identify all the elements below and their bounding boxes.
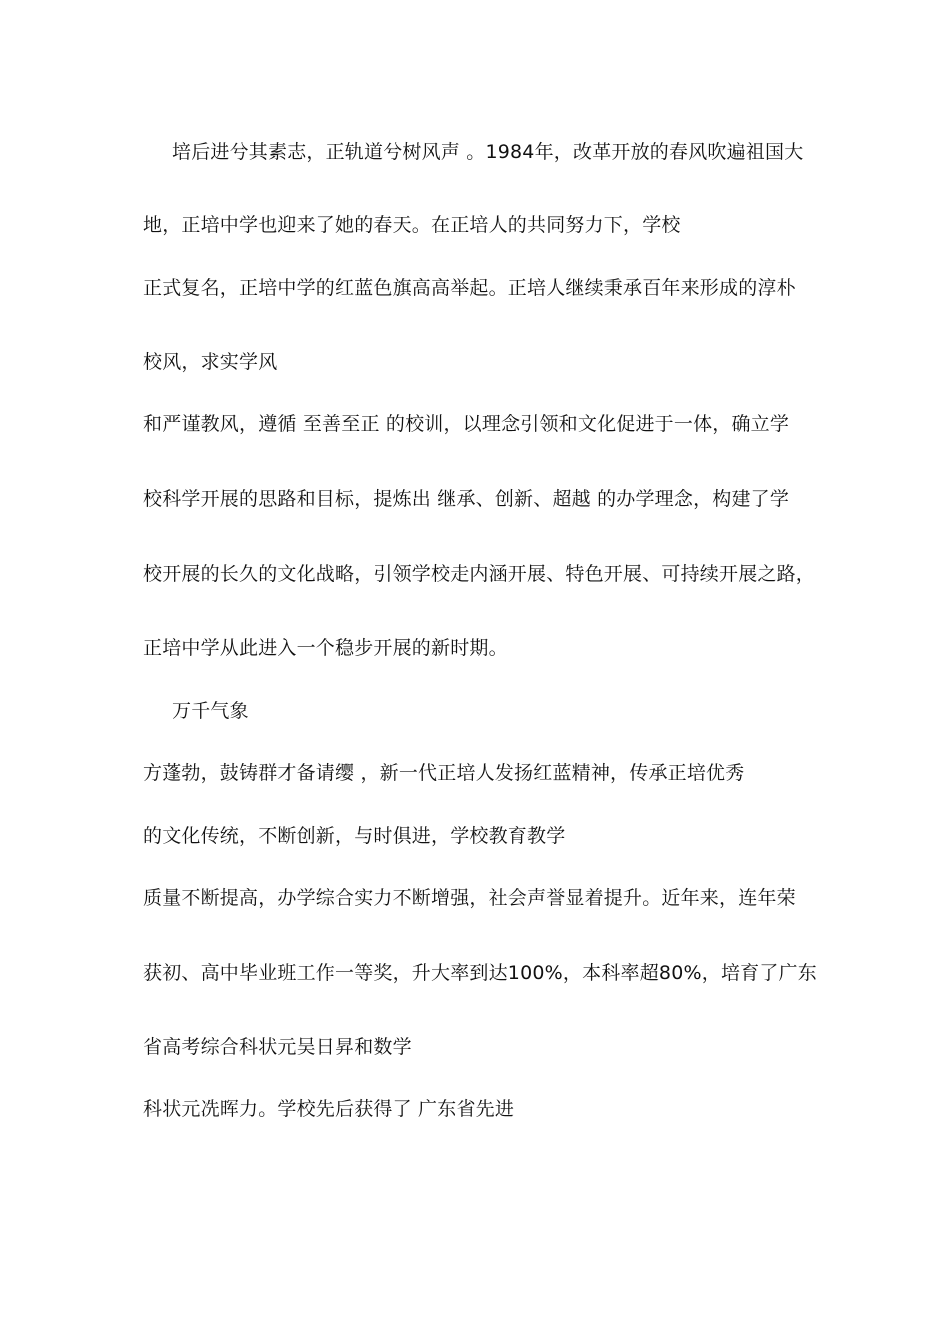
paragraph-line: 培后进兮其素志，正轨道兮树风声 。1984年，改革开放的春风吹遍祖国大 bbox=[172, 141, 804, 163]
paragraph-line: 的文化传统，不断创新，与时俱进，学校教育教学 bbox=[143, 825, 566, 847]
paragraph-line: 校科学开展的思路和目标，提炼出 继承、创新、超越 的办学理念，构建了学 bbox=[143, 488, 790, 510]
paragraph-line: 地，正培中学也迎来了她的春天。在正培人的共同努力下，学校 bbox=[143, 214, 681, 236]
paragraph-line: 省高考综合科状元吴日昇和数学 bbox=[143, 1036, 412, 1058]
paragraph-line: 和严谨教风，遵循 至善至正 的校训，以理念引领和文化促进于一体，确立学 bbox=[143, 413, 790, 435]
paragraph-line: 方蓬勃，鼓铸群才备请缨 ，新一代正培人发扬红蓝精神，传承正培优秀 bbox=[143, 762, 745, 784]
section-heading: 万千气象 bbox=[172, 700, 249, 722]
paragraph-line: 科状元冼晖力。学校先后获得了 广东省先进 bbox=[143, 1098, 515, 1120]
paragraph-line: 获初、高中毕业班工作一等奖，升大率到达100%，本科率超80%，培育了广东 bbox=[143, 962, 817, 984]
paragraph-line: 质量不断提高，办学综合实力不断增强，社会声誉显着提升。近年来，连年荣 bbox=[143, 887, 796, 909]
paragraph-line: 校风，求实学风 bbox=[143, 351, 278, 373]
paragraph-line: 正培中学从此进入一个稳步开展的新时期。 bbox=[143, 637, 508, 659]
paragraph-line: 正式复名，正培中学的红蓝色旗高高举起。正培人继续秉承百年来形成的淳朴 bbox=[143, 277, 796, 299]
paragraph-line: 校开展的长久的文化战略，引领学校走内涵开展、特色开展、可持续开展之路， bbox=[143, 563, 816, 585]
